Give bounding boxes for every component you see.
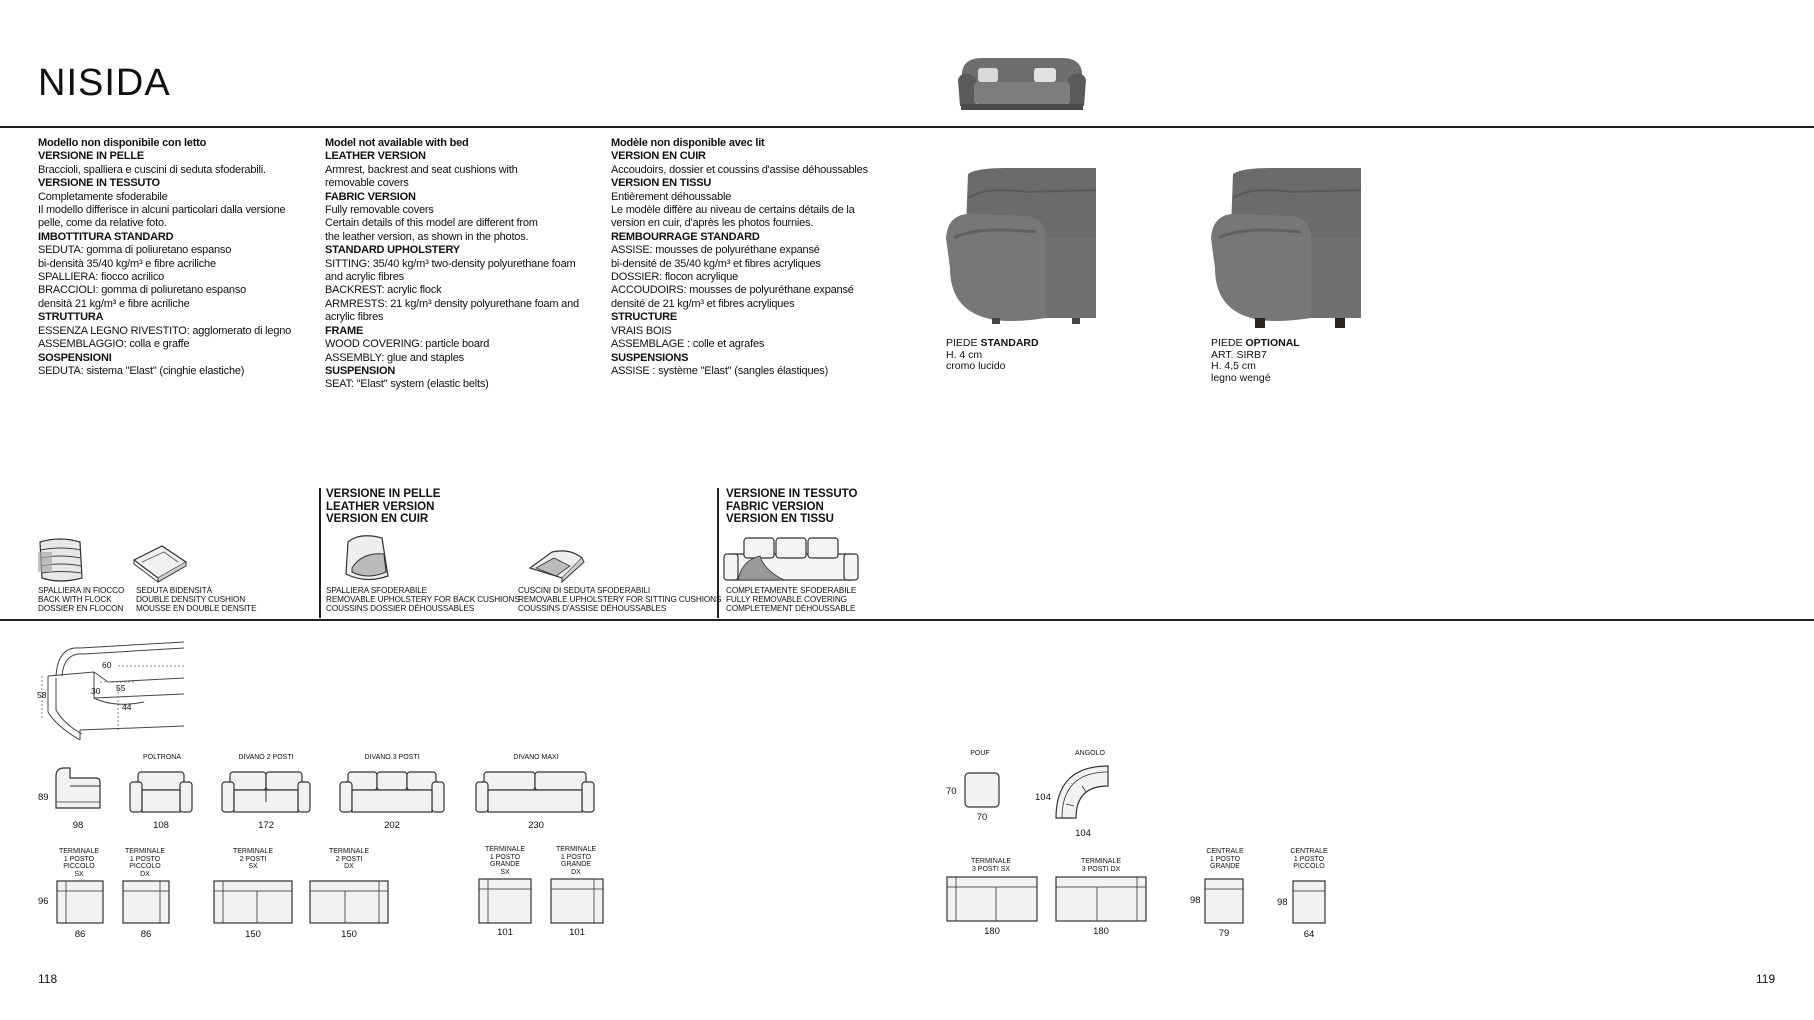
element-t3s-top-view <box>946 876 1038 922</box>
element-label-t2s: TERMINALE 2 POSTI SX <box>232 848 274 870</box>
armchair-side-profile <box>54 766 100 812</box>
model-width-divano-2: 172 <box>258 820 274 831</box>
element-label-t1ps: TERMINALE 1 POSTO PICCOLO SX <box>58 848 100 878</box>
spec-heading: Model not available with bed <box>325 137 469 149</box>
spec-heading: Modèle non disponible avec lit <box>611 137 765 149</box>
foot-caption-standard <box>946 338 1039 373</box>
spec-text: ASSISE : système "Elast" (sangles élastiques) <box>611 364 829 377</box>
spec-heading: STRUTTURA <box>38 311 104 324</box>
element-label-t1gs: TERMINALE 1 POSTO GRANDE SX <box>484 846 526 876</box>
spec-heading: STRUCTURE <box>611 311 678 324</box>
element-width-t3s: 180 <box>984 926 1000 937</box>
model-width-poltrona: 108 <box>153 820 169 831</box>
spec-text: Braccioli, spalliera e cuscini di seduta sfoderabili. <box>38 163 266 176</box>
model-label-angolo: ANGOLO <box>1075 750 1105 757</box>
spec-heading: REMBOURRAGE STANDARD <box>611 230 760 243</box>
foot-caption-optional <box>1211 338 1300 384</box>
angolo-top-view <box>1054 764 1110 820</box>
element-width-t3d: 180 <box>1093 926 1109 937</box>
fabric-version-heading: VERSIONE IN TESSUTO FABRIC VERSION VERSION EN TISSU <box>726 488 858 525</box>
spec-heading: Modello non disponibile con letto <box>38 137 207 149</box>
element-t1pd-top-view <box>122 880 170 924</box>
element-t1gd-top-view <box>550 878 604 924</box>
spec-text: ASSISE: mousses de polyuréthane expansé bi-densité de 35/40 kg/m³ et fibres acryliques DOSSIER: flocon acrylique ACCOUDOIRS: mousses de polyuréthane expansé densité de 21 kg/m³ et fibres acryliques <box>611 244 854 310</box>
element-width-t1gd: 101 <box>569 927 585 938</box>
spec-heading: VERSIONE IN PELLE <box>38 150 145 163</box>
dimension-60: 60 <box>102 660 112 670</box>
element-width-t1gs: 101 <box>497 927 513 938</box>
icon-caption-double-density: SEDUTA BIDENSITÀ DOUBLE DENSITY CUSHION MOUSSE EN DOUBLE DENSITE <box>136 586 257 613</box>
element-t2s-top-view <box>213 880 293 924</box>
icon-caption-removable-seat: CUSCINI DI SEDUTA SFODERABILI REMOVABLE UPHOLSTERY FOR SITTING CUSHIONS COUSSINS D'ASSISE DÉHOUSSABLES <box>518 586 722 613</box>
element-t1gs-top-view <box>478 878 532 924</box>
model-height-pouf: 70 <box>946 786 957 797</box>
spec-text: Entièrement déhoussable Le modèle diffère au niveau de certains détails de la version en cuir, d'après les photos fournies. <box>611 190 855 230</box>
element-label-t1gd: TERMINALE 1 POSTO GRANDE DX <box>555 846 597 876</box>
spec-heading: VERSIONE IN TESSUTO <box>38 177 160 190</box>
poltrona-front-view <box>130 770 192 814</box>
page-title: NISIDA <box>38 62 171 104</box>
spec-text: Fully removable covers Certain details of this model are different from the leather version, as shown in the photos. <box>325 204 538 243</box>
section-rule <box>0 619 1814 621</box>
spec-text: SITTING: 35/40 kg/m³ two-density polyurethane foam and acrylic fibres BACKREST: acrylic flock ARMRESTS: 21 kg/m³ density polyurethane foam and acrylic fibres <box>325 257 579 324</box>
foot-type: OPTIONAL <box>1245 337 1300 349</box>
spec-heading: VERSION EN TISSU <box>611 177 712 190</box>
icon-caption-removable-back: SPALLIERA SFODERABILE REMOVABLE UPHOLSTERY FOR BACK CUSHIONS COUSSINS DOSSIER DÉHOUSSABLES <box>326 586 520 613</box>
element-width-c1p: 64 <box>1303 929 1315 940</box>
dimension-44: 44 <box>122 702 132 712</box>
spec-heading: FRAME <box>325 324 364 337</box>
element-label-t1pd: TERMINALE 1 POSTO PICCOLO DX <box>124 848 166 878</box>
removable-back-cushion-icon <box>342 532 392 584</box>
spec-heading: IMBOTTITURA STANDARD <box>38 230 174 243</box>
spec-text: VRAIS BOIS ASSEMBLAGE : colle et agrafes <box>611 324 765 351</box>
model-width-divano-maxi: 230 <box>528 820 544 831</box>
model-label-pouf: POUF <box>970 750 990 757</box>
header-rule <box>0 126 1814 128</box>
model-width-divano-3: 202 <box>384 820 400 831</box>
spec-text: ESSENZA LEGNO RIVESTITO: agglomerato di legno ASSEMBLAGGIO: colla e graffe <box>38 324 292 351</box>
element-width-t2d: 150 <box>341 929 357 940</box>
element-width-c1g: 79 <box>1218 928 1230 939</box>
element-label-c1g: CENTRALE 1 POSTO GRANDE <box>1206 848 1244 870</box>
element-width-t1ps: 86 <box>74 929 86 940</box>
element-t3d-top-view <box>1055 876 1147 922</box>
element-t2d-top-view <box>309 880 389 924</box>
element-label-t3d: TERMINALE 3 POSTI DX <box>1080 858 1122 873</box>
foot-details: ART. SIRB7 H. 4,5 cm legno wengé <box>1211 348 1271 384</box>
double-density-icon <box>132 542 188 582</box>
divano-2-front-view <box>222 770 310 814</box>
leather-version-heading: VERSIONE IN PELLE LEATHER VERSION VERSION EN CUIR <box>326 488 441 525</box>
spec-text: Completamente sfoderabile Il modello differisce in alcuni particolari dalla versione pelle, come da relative foto. <box>38 190 286 230</box>
element-height-c1g: 98 <box>1190 895 1201 906</box>
element-label-t2d: TERMINALE 2 POSTI DX <box>328 848 370 870</box>
element-t1ps-top-view <box>56 880 104 924</box>
section-profile-diagram <box>34 636 184 746</box>
element-height-c1p: 98 <box>1277 897 1288 908</box>
model-label-poltrona: POLTRONA <box>143 754 181 761</box>
divider-leather <box>319 488 321 618</box>
icon-caption-fully-removable: COMPLETAMENTE SFODERABILE FULLY REMOVABLE COVERING COMPLETEMENT DÉHOUSSABLE <box>726 586 857 613</box>
element-c1p-top-view <box>1292 880 1326 924</box>
divano-maxi-front-view <box>476 770 594 814</box>
model-label-divano-maxi: DIVANO MAXI <box>513 754 559 761</box>
icon-caption-flock-back: SPALLIERA IN FIOCCO BACK WITH FLOCK DOSSIER EN FLOCON <box>38 586 125 613</box>
model-width-pouf: 70 <box>976 812 988 823</box>
spec-text: WOOD COVERING: particle board ASSEMBLY: glue and staples <box>325 338 490 364</box>
element-height-t1ps: 96 <box>38 896 49 907</box>
dimension-30: 30 <box>91 686 101 696</box>
model-height-side: 89 <box>38 792 49 803</box>
sofa-thumbnail <box>958 54 1086 116</box>
spec-heading: FABRIC VERSION <box>325 190 416 203</box>
page-number-left: 118 <box>38 972 58 986</box>
model-width-angolo: 104 <box>1075 828 1091 839</box>
spec-heading: SUSPENSION <box>325 364 396 377</box>
spec-heading: STANDARD UPHOLSTERY <box>325 244 460 257</box>
description-it <box>38 137 298 378</box>
removable-seat-cushion-icon <box>526 546 586 584</box>
description-en <box>325 137 585 392</box>
spec-text: Accoudoirs, dossier et coussins d'assise déhoussables <box>611 163 868 176</box>
spec-text: SEDUTA: gomma di poliuretano espanso bi-densità 35/40 kg/m³ e fibre acriliche SPALLIERA: fiocco acrilico BRACCIOLI: gomma di poliuretano espanso densità 21 kg/m³ e fibre acriliche <box>38 244 247 310</box>
armchair-photo-standard-foot <box>946 168 1096 330</box>
element-width-t1pd: 86 <box>140 929 152 940</box>
foot-prefix: PIEDE <box>1211 337 1246 349</box>
spec-heading: SOSPENSIONI <box>38 351 112 364</box>
spec-text: SEDUTA: sistema "Elast" (cinghie elastiche) <box>38 364 245 377</box>
spec-text: Armrest, backrest and seat cushions with removable covers <box>325 163 518 190</box>
element-label-c1p: CENTRALE 1 POSTO PICCOLO <box>1290 848 1328 870</box>
model-width-side: 98 <box>72 820 84 831</box>
foot-prefix: PIEDE <box>946 337 981 349</box>
foot-type: STANDARD <box>980 337 1039 349</box>
fully-removable-sofa-icon <box>724 536 858 584</box>
description-fr <box>611 137 871 378</box>
flock-back-icon <box>36 538 84 584</box>
element-c1g-top-view <box>1204 878 1244 924</box>
pouf-top-view <box>964 772 1000 808</box>
foot-details: H. 4 cm cromo lucido <box>946 348 1006 372</box>
armchair-photo-optional-foot <box>1211 168 1361 330</box>
spec-heading: LEATHER VERSION <box>325 150 426 163</box>
model-height-angolo: 104 <box>1035 792 1051 803</box>
dimension-55: 55 <box>116 683 126 693</box>
spec-heading: SUSPENSIONS <box>611 351 689 364</box>
element-width-t2s: 150 <box>245 929 261 940</box>
element-label-t3s: TERMINALE 3 POSTI SX <box>970 858 1012 873</box>
model-label-divano-2: DIVANO 2 POSTI <box>238 754 294 761</box>
page-number-right: 119 <box>1756 972 1776 986</box>
spec-heading: VERSION EN CUIR <box>611 150 706 163</box>
model-label-divano-3: DIVANO 3 POSTI <box>364 754 420 761</box>
dimension-58: 58 <box>37 690 47 700</box>
divano-3-front-view <box>340 770 444 814</box>
spec-text: SEAT: "Elast" system (elastic belts) <box>325 378 489 391</box>
